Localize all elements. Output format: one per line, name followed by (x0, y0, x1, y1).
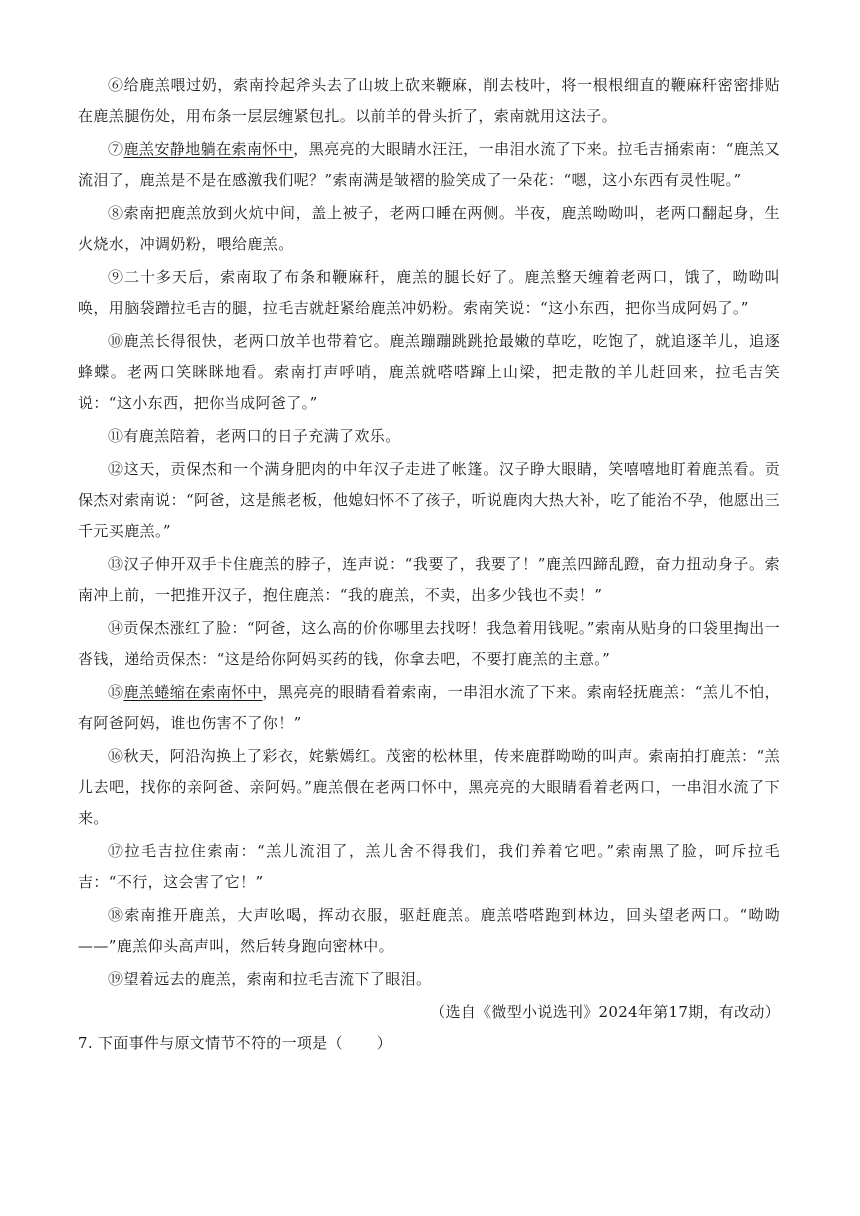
paragraph-12: ⑫这天，贡保杰和一个满身肥肉的中年汉子走进了帐篷。汉子睁大眼睛，笑嘻嘻地盯着鹿羔看。贡保杰对索南说：“阿爸，这是熊老板，他媳妇怀不了孩子，听说鹿肉大热大补，吃了能治不孕，他愿出三千元买鹿羔。” (78, 460, 780, 540)
paragraph-14: ⑭贡保杰涨红了脸：“阿爸，这么高的价你哪里去找呀！我急着用钱呢。”索南从贴身的口袋里掏出一沓钱，递给贡保杰：“这是给你阿妈买药的钱，你拿去吧，不要打鹿羔的主意。” (78, 619, 780, 668)
underlined-sentence: 鹿羔蜷缩在索南怀中 (123, 683, 263, 701)
question-7: 7. 下面事件与原文情节不符的一项是（ ） (78, 1034, 393, 1052)
paragraph-13: ⑬汉子伸开双手卡住鹿羔的脖子，连声说：“我要了，我要了！”鹿羔四蹄乱蹬，奋力扭动身子。索南冲上前，一把推开汉子，抱住鹿羔：“我的鹿羔，不卖，出多少钱也不卖！” (78, 555, 780, 604)
paragraph-18: ⑱索南推开鹿羔，大声吆喝，挥动衣服，驱赶鹿羔。鹿羔嗒嗒跑到林边，回头望老两口。“呦呦——”鹿羔仰头高声叫，然后转身跑向密林中。 (78, 906, 780, 955)
paragraph-17: ⑰拉毛吉拉住索南：“羔儿流泪了，羔儿舍不得我们，我们养着它吧。”索南黑了脸，呵斥拉毛吉：“不行，这会害了它！” (78, 842, 780, 891)
paragraph-9: ⑨二十多天后，索南取了布条和鞭麻秆，鹿羔的腿长好了。鹿羔整天缠着老两口，饿了，呦呦叫唤，用脑袋蹭拉毛吉的腿，拉毛吉就赶紧给鹿羔冲奶粉。索南笑说：“这小东西，把你当成阿妈了。” (78, 268, 780, 317)
story-body (78, 70, 780, 995)
paragraph-8: ⑧索南把鹿羔放到火炕中间，盖上被子，老两口睡在两侧。半夜，鹿羔呦呦叫，老两口翻起身，生火烧水，冲调奶粉，喂给鹿羔。 (78, 204, 780, 253)
paragraph-6: ⑥给鹿羔喂过奶，索南拎起斧头去了山坡上砍来鞭麻，削去枝叶，将一根根细直的鞭麻秆密密排贴在鹿羔腿伤处，用布条一层层缠紧包扎。以前羊的骨头折了，索南就用这法子。 (78, 76, 780, 125)
paragraph-10: ⑩鹿羔长得很快，老两口放羊也带着它。鹿羔蹦蹦跳跳抢最嫩的草吃，吃饱了，就追逐羊儿，追逐蜂蝶。老两口笑眯眯地看。索南打声呼哨，鹿羔就嗒嗒蹿上山梁，把走散的羊儿赶回来，拉毛吉笑说：“这小东西，把你当成阿爸了。” (78, 332, 780, 412)
paragraph-16: ⑯秋天，阿沿沟换上了彩衣，姹紫嫣红。茂密的松林里，传来鹿群呦呦的叫声。索南拍打鹿羔：“羔儿去吧，找你的亲阿爸、亲阿妈。”鹿羔偎在老两口怀中，黑亮亮的大眼睛看着老两口，一串泪水流了下来。 (78, 747, 780, 827)
paragraph-19: ⑲望着远去的鹿羔，索南和拉毛吉流下了眼泪。 (108, 970, 432, 988)
paragraph-7: ⑦鹿羔安静地躺在索南怀中，黑亮亮的大眼睛水汪汪，一串泪水流了下来。拉毛吉捅索南：“鹿羔又流泪了，鹿羔是不是在感激我们呢？”索南满是皱褶的脸笑成了一朵花：“嗯，这小东西有灵性呢。” (78, 140, 780, 189)
paragraph-15: ⑮鹿羔蜷缩在索南怀中，黑亮亮的眼睛看着索南，一串泪水流了下来。索南轻抚鹿羔：“羔儿不怕，有阿爸阿妈，谁也伤害不了你！” (78, 683, 781, 732)
underlined-sentence: 鹿羔安静地躺在索南怀中 (123, 140, 294, 158)
paragraph-11: ⑪有鹿羔陪着，老两口的日子充满了欢乐。 (108, 427, 401, 445)
source-citation: （选自《微型小说选刊》2024年第17期，有改动） (430, 1003, 780, 1021)
